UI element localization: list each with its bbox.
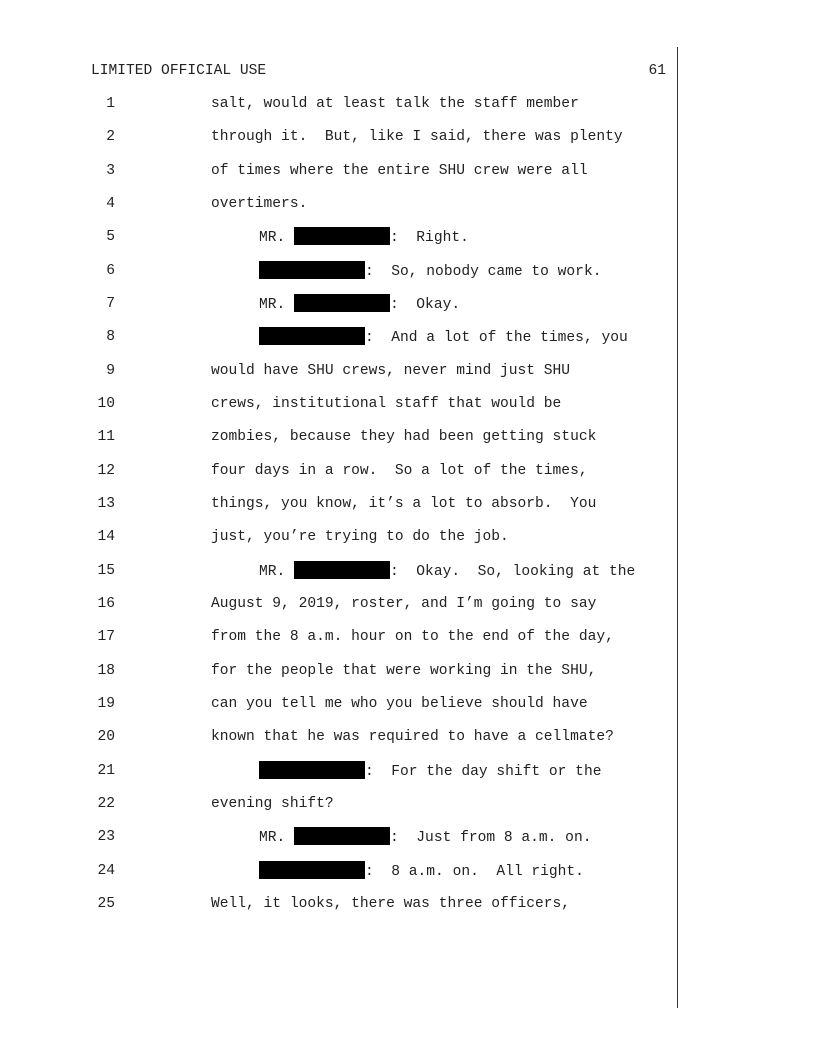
speaker-prefix: MR. [259,230,295,247]
transcript-line [0,861,677,894]
line-text: salt, would at least talk the staff member [211,96,579,112]
speech-text: : Right. [390,230,469,247]
line-number: 7 [106,295,115,312]
line-text: known that he was required to have a cellmate? [211,729,614,746]
line-text: evening shift? [211,795,334,812]
speaker-prefix: MR. [259,296,295,313]
line-number: 24 [97,862,115,879]
classification-header: LIMITED OFFICIAL USE [91,63,267,79]
line-text [259,327,628,348]
transcript-line [0,661,677,694]
speech-text: : For the day shift or the [365,763,602,780]
transcript-line [0,361,677,394]
line-number: 16 [97,595,115,612]
page-number: 61 [648,63,666,79]
transcript-line [0,494,677,527]
line-text [259,861,584,882]
redaction-box [294,294,390,312]
line-number: 21 [97,762,115,779]
line-number: 14 [97,529,115,546]
speech-text: : 8 a.m. on. All right. [365,863,584,880]
line-number: 15 [97,562,115,579]
transcript-line [0,461,677,494]
transcript-line [0,594,677,627]
line-number: 23 [97,829,115,846]
line-number: 1 [106,96,115,112]
transcript-line [0,561,677,594]
speaker-prefix: MR. [259,563,295,580]
speech-text: : Okay. So, looking at the [390,563,636,580]
line-text: for the people that were working in the SHU, [211,662,597,679]
speech-text: : So, nobody came to work. [365,263,602,280]
line-number: 11 [97,429,115,446]
line-number: 13 [97,495,115,512]
line-number: 18 [97,662,115,679]
redaction-box [294,561,390,579]
redaction-box [294,827,390,845]
redaction-box [259,761,365,779]
line-text: through it. But, like I said, there was plenty [211,129,623,146]
line-text: zombies, because they had been getting stuck [211,429,597,446]
line-text: can you tell me who you believe should have [211,695,588,712]
speech-text: : Just from 8 a.m. on. [390,830,592,847]
transcript-line [0,394,677,427]
right-margin-rule [677,47,678,1008]
line-text: crews, institutional staff that would be [211,395,562,412]
line-text [259,561,635,582]
redaction-box [259,261,365,279]
line-text: from the 8 a.m. hour on to the end of the day, [211,629,614,646]
line-text: of times where the entire SHU crew were all [211,162,588,179]
speaker-prefix: MR. [259,830,295,847]
line-number: 25 [97,895,115,912]
line-number: 4 [106,195,115,212]
transcript-line [0,94,677,127]
transcript-line [0,194,677,227]
line-number: 20 [97,729,115,746]
transcript-line [0,261,677,294]
transcript-line [0,427,677,460]
speech-text: : Okay. [390,296,461,313]
line-text [259,294,460,315]
line-text [259,827,591,848]
transcript-line [0,327,677,360]
line-number: 19 [97,695,115,712]
line-number: 6 [106,262,115,279]
line-number: 8 [106,329,115,346]
transcript-line [0,527,677,560]
line-text [259,761,601,782]
line-text: just, you’re trying to do the job. [211,529,509,546]
line-text [259,227,469,248]
redaction-box [259,861,365,879]
line-text: would have SHU crews, never mind just SHU [211,362,571,379]
line-text: four days in a row. So a lot of the times, [211,462,588,479]
line-number: 5 [106,229,115,246]
line-number: 3 [106,162,115,179]
line-number: 22 [97,795,115,812]
transcript-line [0,627,677,660]
line-number: 17 [97,629,115,646]
transcript-line [0,227,677,260]
line-text: overtimers. [211,195,308,212]
line-number: 9 [106,362,115,379]
line-text: Well, it looks, there was three officers, [211,895,571,912]
transcript-line [0,727,677,760]
transcript-line [0,894,677,927]
transcript-line [0,161,677,194]
transcript-line [0,827,677,860]
line-number: 2 [106,129,115,146]
line-number: 12 [97,462,115,479]
transcript-line [0,294,677,327]
redaction-box [259,327,365,345]
transcript-line [0,127,677,160]
line-text [259,261,601,282]
transcript-line [0,761,677,794]
redaction-box [294,227,390,245]
transcript-line [0,794,677,827]
line-text: things, you know, it’s a lot to absorb. You [211,495,597,512]
line-number: 10 [97,395,115,412]
transcript-lines [0,94,677,927]
line-text: August 9, 2019, roster, and I’m going to say [211,595,597,612]
transcript-line [0,694,677,727]
speech-text: : And a lot of the times, you [365,330,628,347]
